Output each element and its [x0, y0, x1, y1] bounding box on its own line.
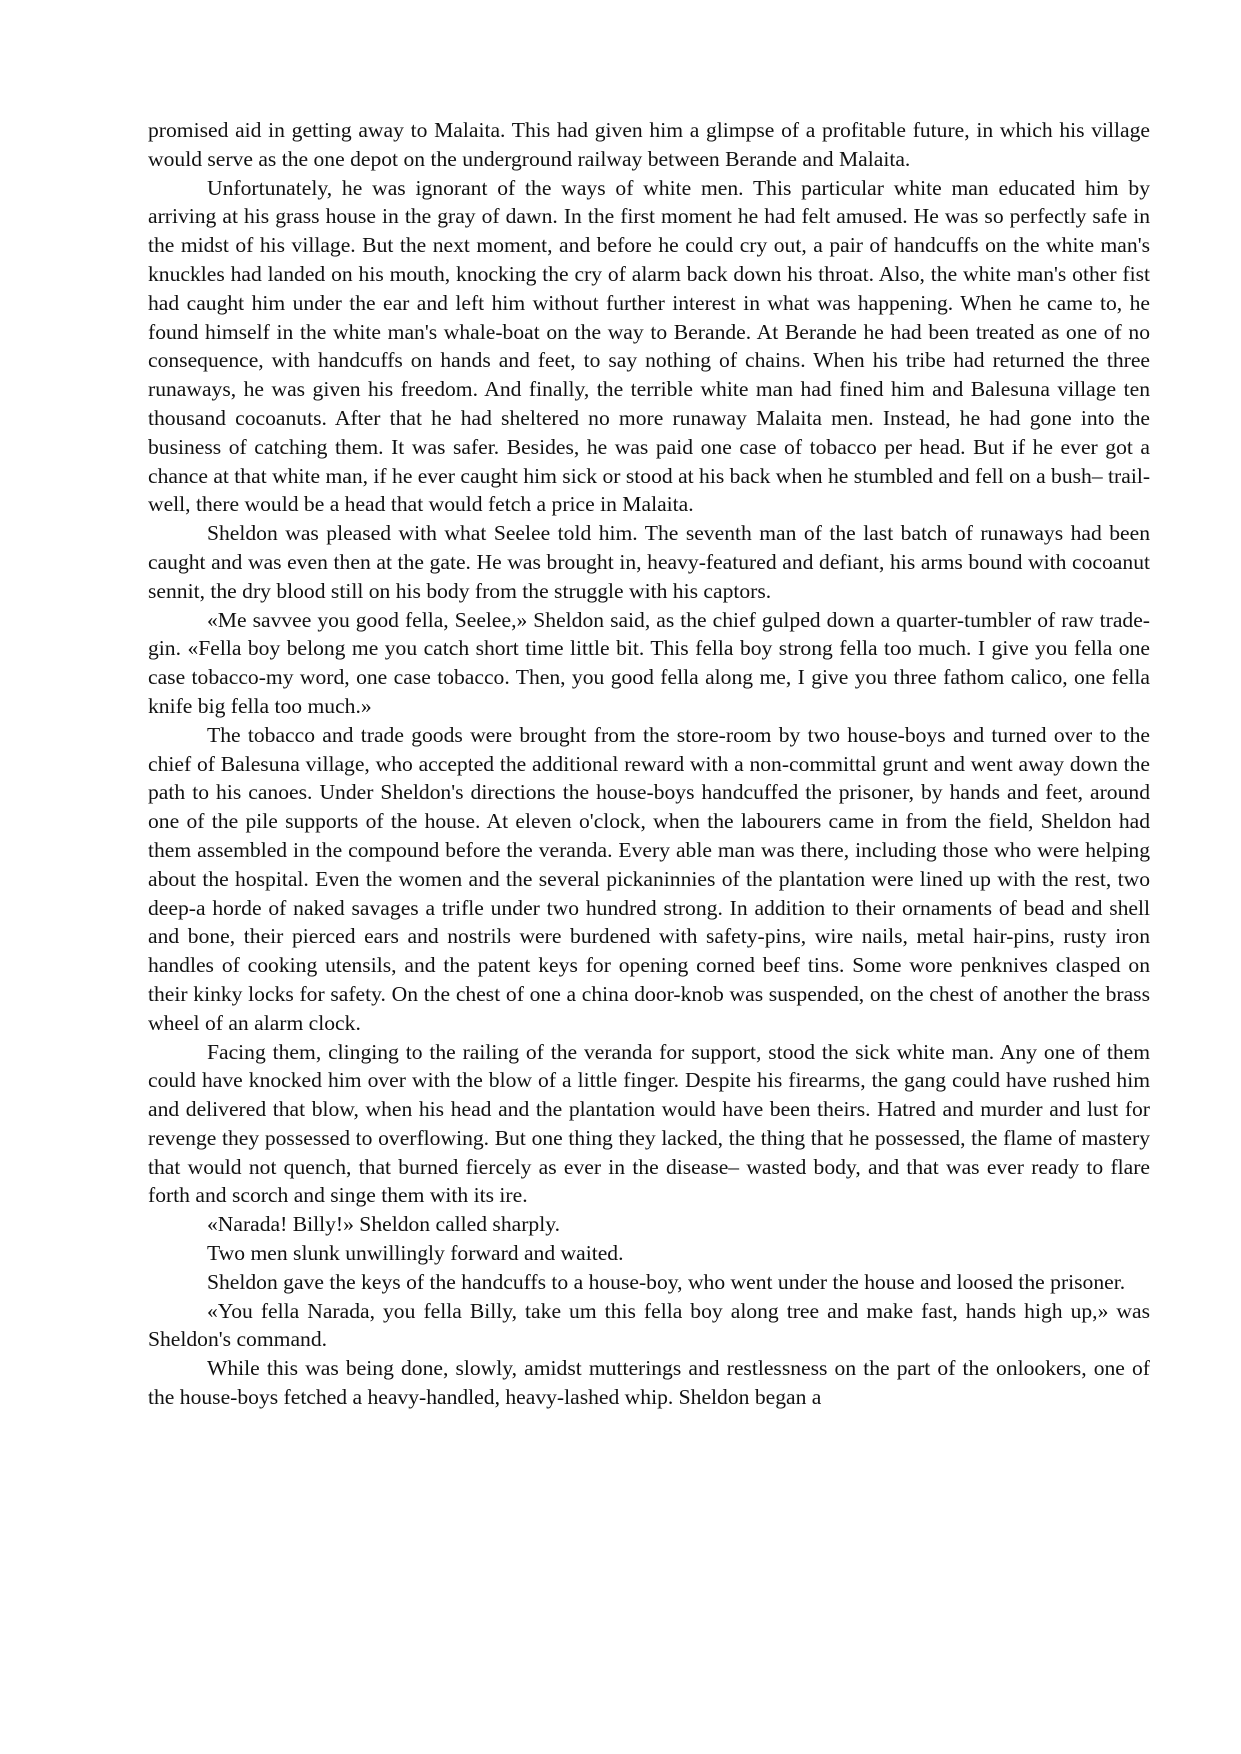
paragraph: «You fella Narada, you fella Billy, take um this fella boy along tree and make fast, hands high up,» was Sheldon's command. [148, 1298, 1150, 1352]
paragraph: Two men slunk unwillingly forward and waited. [207, 1241, 624, 1266]
page-body [148, 116, 1150, 1412]
paragraph: The tobacco and trade goods were brought from the store-room by two house-boys and turned over to the chief of Balesuna village, who accepted the additional reward with a non-committal grunt and went away down the path to his canoes. Under Sheldon's directions the house-boys handcuffed the prisoner, by hands and feet, around one of the pile supports of the house. At eleven o'clock, when the labourers came in from the field, Sheldon had them assembled in the compound before the veranda. Every able man was there, including those who were helping about the hospital. Even the women and the several pickaninnies of the plantation were lined up with the rest, two deep-a horde of naked savages a trifle under two hundred strong. In addition to their ornaments of bead and shell and bone, their pierced ears and nostrils were burdened with safety-pins, wire nails, metal hair-pins, rusty iron handles of cooking utensils, and the patent keys for opening corned beef tins. Some wore penknives clasped on their kinky locks for safety. On the chest of one a china door-knob was suspended, on the chest of another the brass wheel of an alarm clock. [148, 722, 1150, 1035]
paragraph: While this was being done, slowly, amidst mutterings and restlessness on the part of the onlookers, one of the house-boys fetched a heavy-handled, heavy-lashed whip. Sheldon began a [148, 1356, 1150, 1410]
paragraph: «Me savvee you good fella, Seelee,» Sheldon said, as the chief gulped down a quarter-tumbler of raw trade-gin. «Fella boy belong me you catch short time little bit. This fella boy strong fella too much. I give you fella one case tobacco-my word, one case tobacco. Then, you good fella along me, I give you three fathom calico, one fella knife big fella too much.» [148, 607, 1150, 718]
paragraph-continued: promised aid in getting away to Malaita. This had given him a glimpse of a profitable future, in which his village would serve as the one depot on the underground railway between Berande and Malaita. [148, 118, 1150, 171]
paragraph: Facing them, clinging to the railing of the veranda for support, stood the sick white man. Any one of them could have knocked him over with the blow of a little finger. Despite his firearms, the gang could have rushed him and delivered that blow, when his head and the plantation would have been theirs. Hatred and murder and lust for revenge they possessed to overflowing. But one thing they lacked, the thing that he possessed, the flame of mastery that would not quench, that burned fiercely as ever in the disease– wasted body, and that was ever ready to flare forth and scorch and singe them with its ire. [148, 1039, 1150, 1208]
paragraph: Sheldon gave the keys of the handcuffs to a house-boy, who went under the house and loosed the prisoner. [207, 1269, 1126, 1294]
paragraph: Sheldon was pleased with what Seelee told him. The seventh man of the last batch of runaways had been caught and was even then at the gate. He was brought in, heavy-featured and defiant, his arms bound with cocoanut sennit, the dry blood still on his body from the struggle with his captors. [148, 521, 1150, 603]
paragraph: «Narada! Billy!» Sheldon called sharply. [207, 1212, 560, 1237]
paragraph: Unfortunately, he was ignorant of the ways of white men. This particular white man educated him by arriving at his grass house in the gray of dawn. In the first moment he had felt amused. He was so perfectly safe in the midst of his village. But the next moment, and before he could cry out, a pair of handcuffs on the white man's knuckles had landed on his mouth, knocking the cry of alarm back down his throat. Also, the white man's other fist had caught him under the ear and left him without further interest in what was happening. When he came to, he found himself in the white man's whale-boat on the way to Berande. At Berande he had been treated as one of no consequence, with handcuffs on hands and feet, to say nothing of chains. When his tribe had returned the three runaways, he was given his freedom. And finally, the terrible white man had fined him and Balesuna village ten thousand cocoanuts. After that he had sheltered no more runaway Malaita men. Instead, he had gone into the business of catching them. It was safer. Besides, he was paid one case of tobacco per head. But if he ever got a chance at that white man, if he ever caught him sick or stood at his back when he stumbled and fell on a bush– trail-well, there would be a head that would fetch a price in Malaita. [148, 175, 1151, 517]
